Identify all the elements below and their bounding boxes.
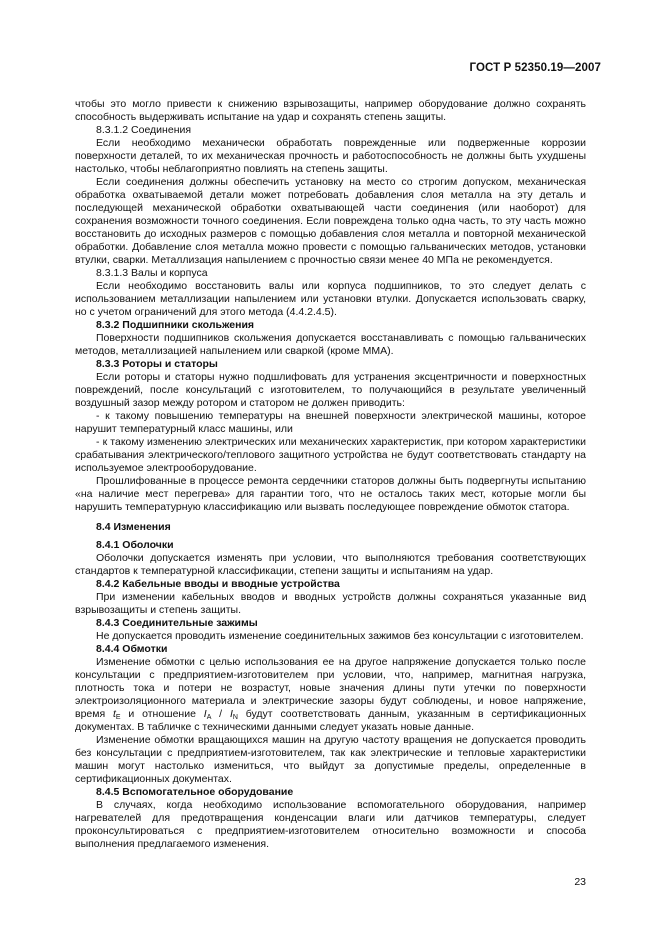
heading-8-3-1-2: 8.3.1.2 Соединения [96, 124, 192, 136]
paragraph: Не допускается проводить изменение соединительных зажимов без консультации с изготовителем. [96, 630, 584, 642]
symbol-IA: I [203, 708, 207, 720]
document-body [75, 98, 586, 851]
list-item: - к такому изменению электрических или механических характеристик, при котором характеристики срабатывания электрического/теплового защитного устройства не будут соответствовать стандарту на используемое электрооборудование. [75, 436, 586, 474]
symbol-IN: I [229, 708, 233, 720]
text-span: / [211, 708, 230, 720]
page-number: 23 [574, 876, 586, 888]
heading-8-4-3: 8.4.3 Соединительные зажимы [96, 617, 258, 629]
paragraph: Если роторы и статоры нужно подшлифовать для устранения эксцентричности и поверхностных повреждений, после консультаций с изготовителем, то получающийся в результате увеличенный воздушный зазор между ротором и статором не должен приводить: [75, 371, 586, 409]
symbol-tE: t [113, 708, 116, 720]
paragraph [75, 656, 586, 734]
heading-8-4-4: 8.4.4 Обмотки [96, 643, 168, 655]
subscript: A [206, 714, 212, 721]
heading-8-4: 8.4 Изменения [96, 521, 171, 533]
paragraph: Изменение обмотки вращающихся машин на другую частоту вращения не допускается проводить без консультации с предприятием-изготовителем, так как электрические и тепловые характеристики машин могут настолько измениться, что выйдут за допустимые пределы, определенные в сертификационных документах. [75, 734, 586, 785]
text-span: и отношение [120, 708, 204, 720]
heading-8-3-2: 8.3.2 Подшипники скольжения [96, 319, 255, 331]
document-id-header: ГОСТ Р 52350.19—2007 [469, 62, 601, 74]
heading-8-3-1-3: 8.3.1.3 Валы и корпуса [96, 267, 208, 279]
text-span: Изменение обмотки с целью использования ее на другое напряжение допускается только после консультации с предприятием-изготовителем при условии, что, например, магнитная нагрузка, плотность тока и потери не возрастут, новые значения длины пути утечки по поверхности электроизоляционного материала и электрические зазоры будут соблюдены, и новое напряжение, время [75, 656, 586, 720]
heading-8-4-1: 8.4.1 Оболочки [96, 539, 174, 551]
paragraph: Если необходимо восстановить валы или корпуса подшипников, то это следует делать с использованием металлизации напылением или установки втулки. Допускается использовать сварку, но с учетом ограничений для этого метода (4.4.2.4.5). [75, 280, 586, 318]
heading-8-4-5: 8.4.5 Вспомогательное оборудование [96, 786, 294, 798]
paragraph: Если соединения должны обеспечить установку на место со строгим допуском, механическая обработка охватываемой детали может потребовать добавления слоя металла на эту деталь и последующей механической обработки охватывающей части соединения (или наоборот) для сохранения возможности точного соединения. Если повреждена только одна часть, то эту часть можно восстановить до исходных размеров с помощью добавления слоя металла и повторной механической обработки. Добавление слоя металла можно провести с помощью гальванических методов, установки втулки, сварки. Металлизация напылением с прочностью связи менее 40 МПа не рекомендуется. [75, 176, 586, 266]
paragraph: Оболочки допускается изменять при условии, что выполняются требования соответствующих стандартов к температурной классификации, степени защиты и испытаниям на удар. [75, 552, 586, 577]
paragraph: Если необходимо механически обработать поврежденные или подверженные коррозии поверхности деталей, то их механическая прочность и работоспособность не должны быть ухудшены настолько, чтобы неблагоприятно повлиять на степень защиты. [75, 137, 586, 175]
text-span: будут соответствовать данным, указанным в сертификационных документах. В табличке с техническими данными следует указать новые данные. [75, 708, 586, 733]
paragraph: чтобы это могло привести к снижению взрывозащиты, например оборудование должно сохранять способность выдерживать испытание на удар и сохранять степень защиты. [75, 98, 586, 123]
paragraph: Прошлифованные в процессе ремонта сердечники статоров должны быть подвергнуты испытанию «на наличие мест перегрева» для гарантии того, что не осталось таких мест, которые могли бы нарушить температурную классификацию или вызвать последующее повреждение обмоток статора. [75, 475, 586, 513]
list-item: - к такому повышению температуры на внешней поверхности электрической машины, которое нарушит температурный класс машины, или [75, 410, 586, 435]
paragraph: Поверхности подшипников скольжения допускается восстанавливать с помощью гальванических методов, металлизацией напылением или сваркой (кроме ММА). [75, 332, 586, 357]
subscript: E [115, 714, 121, 721]
paragraph: В случаях, когда необходимо использование вспомогательного оборудования, например нагревателей для предотвращения конденсации влаги или датчиков температуры, следует проконсультироваться с предприятием-изготовителем относительно возможности и способа выполнения предлагаемого изменения. [75, 799, 586, 850]
subscript: N [232, 714, 238, 721]
heading-8-4-2: 8.4.2 Кабельные вводы и вводные устройства [96, 578, 340, 590]
paragraph: При изменении кабельных вводов и вводных устройств должны сохраняться указанные вид взрывозащиты и степень защиты. [75, 591, 586, 616]
heading-8-3-3: 8.3.3 Роторы и статоры [96, 358, 218, 370]
